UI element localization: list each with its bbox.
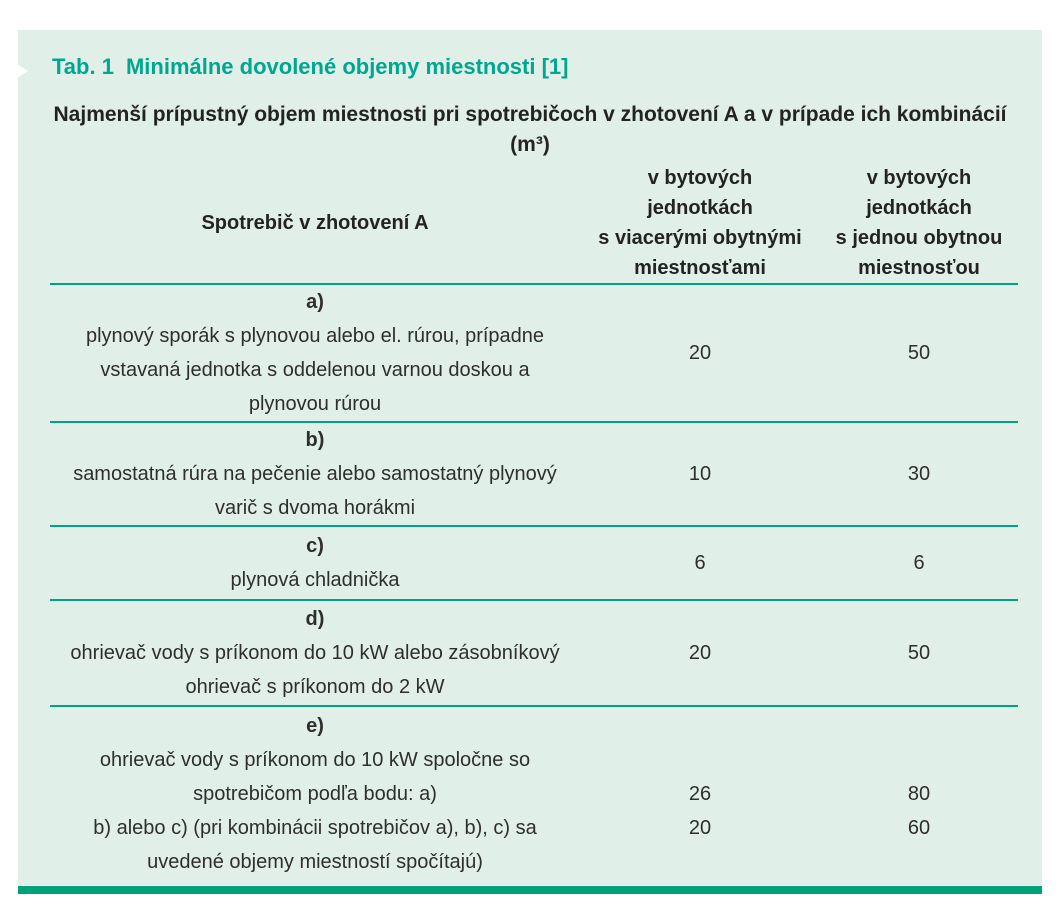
description-line: ohrievač vody s príkonom do 10 kW alebo zásobníkový [70,642,560,664]
row-marker: e) [306,715,324,737]
value-spacer [820,707,1018,777]
value-single-room-e [820,706,1018,881]
min-volumes-table [50,162,1018,881]
value-single-room-b: 30 [820,422,1018,526]
table-subtitle-unit: (m³) [510,133,550,156]
column-header-appliance [50,162,580,284]
description-line: ohrievač vody s príkonom do 10 kW spoločne so [99,749,531,771]
table-row-b [50,422,1018,526]
bottom-accent-bar [18,886,1042,894]
value-multi-room-d: 20 [580,600,820,706]
row-marker: b) [305,429,325,451]
table-row-a [50,284,1018,422]
header-line: s jednou obytnou [835,226,1003,249]
appliance-description-e [50,706,580,881]
appliance-description-d [50,600,580,706]
header-line: jednotkách [866,196,972,219]
description-line: samostatná rúra na pečenie alebo samostatný plynový [73,463,557,485]
value-multi-room-c: 6 [580,526,820,600]
description-line: vstavaná jednotka s oddelenou varnou doskou a [100,359,530,381]
row-marker: d) [305,608,325,630]
column-header-multi-room [580,162,820,284]
table-caption-text: Minimálne dovolené objemy miestnosti [1] [125,54,569,79]
row-marker: a) [306,291,324,313]
column-header-single-room [820,162,1018,284]
row-marker: c) [306,535,324,557]
description-line: spotrebičom podľa bodu: a) [193,783,437,805]
description-line: varič s dvoma horákmi [214,497,416,519]
value-multi-room-b: 10 [580,422,820,526]
value-multi-room-e [580,706,820,881]
header-line: miestnosťou [858,256,980,279]
description-line: plynový sporák s plynovou alebo el. rúrou, prípadne [85,325,545,347]
value-single-room-d: 50 [820,600,1018,706]
table-subtitle [18,100,1042,160]
value-single-room-c: 6 [820,526,1018,600]
section-arrow-icon [1,54,28,88]
appliance-description-b [50,422,580,526]
value-multi-room-e-2: 20 [688,817,712,839]
table-caption-number: Tab. 1 [52,54,114,79]
description-line: b) alebo c) (pri kombinácii spotrebičov a), b), c) sa [93,817,537,839]
header-line: jednotkách [647,196,753,219]
table-caption [52,54,568,80]
description-line: plynovou rúrou [248,393,382,415]
value-multi-room-a: 20 [580,284,820,422]
value-spacer [580,707,820,777]
description-line: ohrievač s príkonom do 2 kW [185,676,445,698]
column-header-appliance-label: Spotrebič v zhotovení A [201,211,429,234]
header-row [50,162,1018,284]
description-line: uvedené objemy miestností spočítajú) [147,851,483,873]
value-single-room-a: 50 [820,284,1018,422]
header-line: s viacerými obytnými [598,226,802,249]
header-line: v bytových [866,166,972,189]
table-row-c [50,526,1018,600]
appliance-description-a [50,284,580,422]
description-line: plynová chladnička [230,569,400,591]
appliance-description-c [50,526,580,600]
table-panel [18,30,1042,885]
value-single-room-e-2: 60 [907,817,931,839]
value-single-room-e-1: 80 [907,783,931,805]
table-row-e [50,706,1018,881]
table-subtitle-line: Najmenší prípustný objem miestnosti pri spotrebičoch v zhotovení A a v prípade ich kombinácií [53,103,1007,126]
header-line: miestnosťami [634,256,766,279]
value-multi-room-e-1: 26 [688,783,712,805]
header-line: v bytových [647,166,753,189]
table-row-d [50,600,1018,706]
